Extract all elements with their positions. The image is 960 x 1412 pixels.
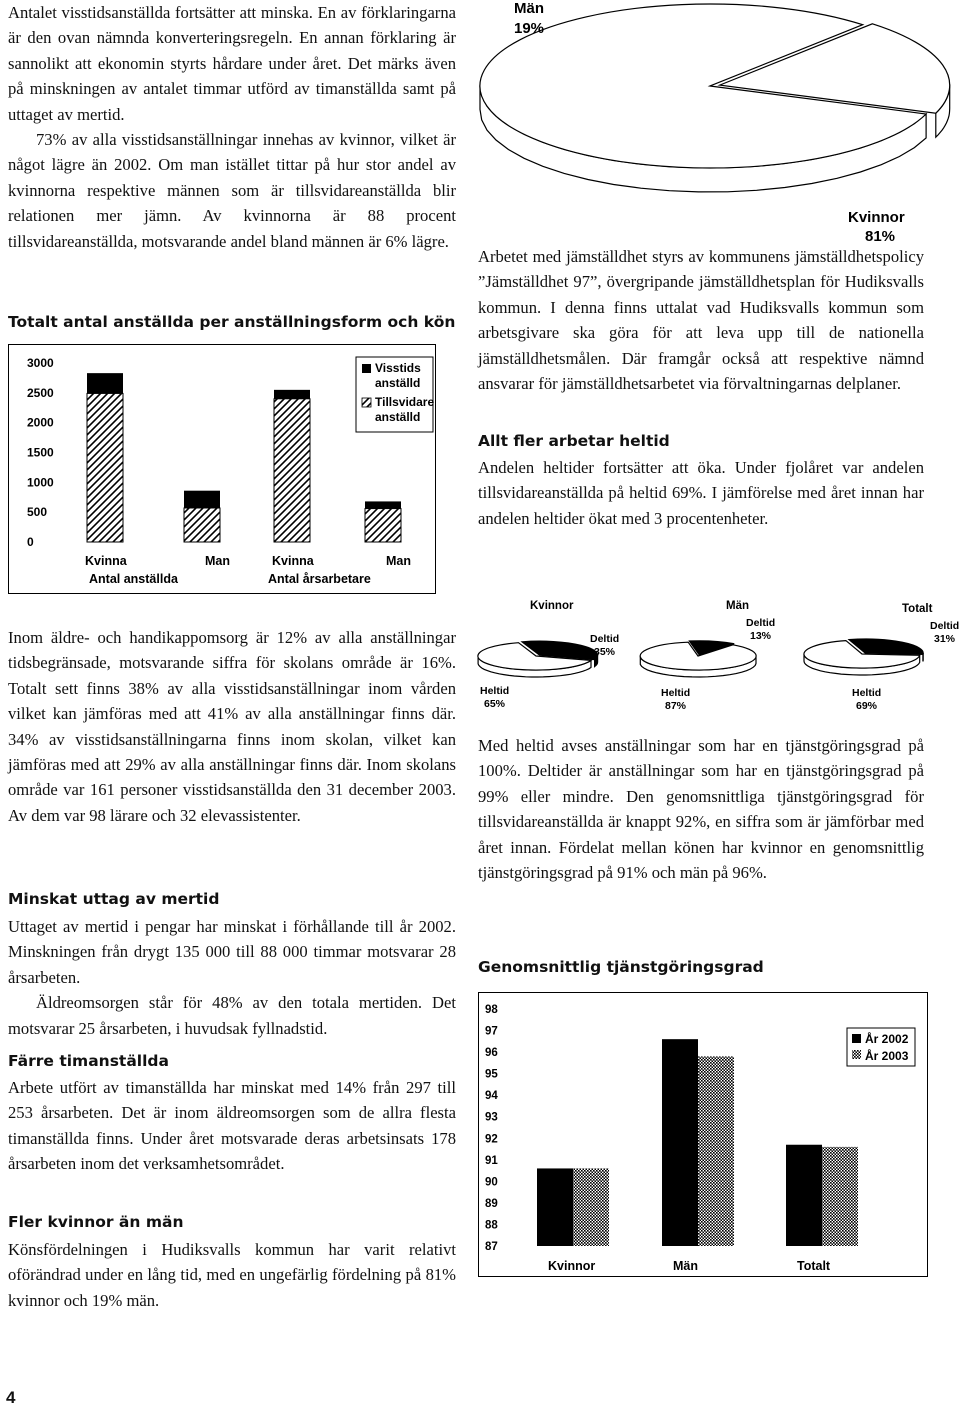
- pie-value-deltid: 13%: [750, 630, 772, 642]
- pie-label-kvinnor-name: Kvinnor: [848, 209, 905, 226]
- x-category-label: Man: [386, 554, 411, 568]
- mertid-paragraph-1: Uttaget av mertid i pengar har minskat i förhållande till år 2002. Minskningen från drygt 135 000 till 88 000 timmar motsvarar 28 årsarbeten.: [8, 917, 456, 987]
- chart3-heading: Genomsnittlig tjänstgöringsgrad: [478, 958, 764, 976]
- pie-man: [640, 641, 756, 677]
- x-group-label: Antal årsarbetare: [268, 572, 371, 586]
- y-tick-label: 90: [485, 1176, 498, 1189]
- bar-2003: [822, 1147, 858, 1246]
- timanstallda-text: [8, 1075, 456, 1177]
- intro-paragraph-2: 73% av alla visstidsanställningar innehas av kvinnor, vilket är något lägre än 2002. Om man istället tittar på hur stor andel av kvinnorna respektive männen som är tillsvidareanställda blir relationen mer jämn. Av kvinnorna är 88 procent tillsvidareanställda, motsvarande andel bland männen är 6% lägre.: [8, 130, 456, 251]
- y-tick-label: 500: [27, 505, 48, 520]
- intro-text: [8, 0, 456, 254]
- legend-label-2003: År 2003: [865, 1049, 909, 1063]
- pie-kvinnor: [478, 641, 598, 677]
- aldreomsorg-text: [8, 625, 456, 828]
- pie-label-deltid: Deltid: [930, 620, 960, 632]
- legend-swatch-visstids: [362, 364, 371, 373]
- pie-label-deltid: Deltid: [746, 617, 776, 629]
- bar-visstids: [87, 373, 123, 393]
- bar-2002: [662, 1039, 698, 1246]
- heading-heltid: Allt fler arbetar heltid: [478, 432, 670, 450]
- mertid-paragraph-2: Äldreomsorgen står för 48% av den totala mertiden. Det motsvarar 25 årsarbeten, i huvudsak fyllnadstid.: [8, 993, 456, 1038]
- tjanstgoringsgrad-legend: [847, 1028, 915, 1066]
- tjanstgoringsgrad-chart-svg: [479, 993, 929, 1278]
- y-tick-label: 2500: [27, 385, 54, 400]
- x-category-label: Totalt: [797, 1259, 831, 1273]
- employees-chart: [8, 344, 436, 594]
- gender-pie-chart: [478, 0, 948, 245]
- pie-title: Män: [726, 600, 749, 612]
- y-tick-label: 2000: [27, 415, 54, 430]
- legend-label-visstids-1: Visstids: [375, 361, 421, 375]
- pie-label-man-pct: 19%: [514, 20, 545, 37]
- definition-text: [478, 733, 924, 885]
- legend-swatch-tillsvidare: [362, 398, 371, 407]
- bar-2003: [698, 1056, 734, 1246]
- aldreomsorg-paragraph: Inom äldre- och handikappomsorg är 12% av alla anställningar tidsbegränsade, motsvarande siffra för skolans område är 16%. Totalt sett finns 38% av alla visstidsanställningar inom vården vilket kan jämföras med att 41% av alla anställningar finns där. 34% av visstidsanställningarna finns inom skolan, vilket kan jämföras med att 29% av alla anställningar finns där. Inom skolans område var 161 personer visstidsanställda den 31 december 2003. Av dem var 98 lärare och 32 elevassistenter.: [8, 628, 456, 825]
- y-tick-label: 98: [485, 1004, 498, 1016]
- legend-swatch-2003: [852, 1050, 861, 1059]
- legend-label-visstids-2: anställd: [375, 376, 421, 390]
- chart1-heading: Totalt antal anställda per anställningsform och kön: [8, 313, 456, 331]
- x-category-label: Kvinnor: [548, 1259, 596, 1273]
- pie-value-heltid: 87%: [665, 700, 687, 712]
- bar-tillsvidare: [365, 509, 401, 542]
- pie-value-deltid: 35%: [594, 646, 616, 658]
- pie-value-heltid: 69%: [856, 700, 878, 712]
- y-tick-label: 92: [485, 1133, 498, 1146]
- y-tick-label: 3000: [27, 356, 54, 370]
- y-tick-label: 96: [485, 1047, 498, 1060]
- employees-chart-svg: [9, 345, 437, 595]
- y-tick-label: 87: [485, 1241, 498, 1253]
- y-tick-label: 97: [485, 1025, 498, 1038]
- heading-timanstallda: Färre timanställda: [8, 1052, 169, 1070]
- bar-2002: [786, 1145, 822, 1246]
- y-tick-label: 95: [485, 1068, 498, 1081]
- bar-tillsvidare: [87, 393, 123, 542]
- legend-label-tillsvidare-1: Tillsvidare: [375, 395, 435, 409]
- y-tick-label: 1000: [27, 475, 54, 490]
- bar-2002: [537, 1168, 573, 1246]
- bar-tillsvidare: [274, 399, 310, 542]
- page-number: 4: [6, 1388, 16, 1407]
- kvinnor-paragraph: Könsfördelningen i Hudiksvalls kommun har varit relativt oförändrad under en lång tid, med en ungefärlig fördelning på 81% kvinnor och 19% män.: [8, 1240, 456, 1310]
- legend-label-tillsvidare-2: anställd: [375, 410, 421, 424]
- x-category-label: Män: [673, 1259, 698, 1273]
- x-category-label: Kvinna: [85, 554, 127, 568]
- x-category-label: Man: [205, 554, 230, 568]
- pie-value-heltid: 65%: [484, 698, 506, 710]
- pie-label-heltid: Heltid: [480, 685, 510, 697]
- pie-label-heltid: Heltid: [852, 687, 882, 699]
- heltid-text: [478, 455, 924, 531]
- y-tick-label: 0: [27, 535, 34, 549]
- y-tick-label: 91: [485, 1154, 498, 1167]
- pie-totalt: [804, 639, 923, 675]
- bar-2003: [573, 1168, 609, 1246]
- x-category-label: Kvinna: [272, 554, 314, 568]
- pie-title: Totalt: [902, 603, 933, 615]
- timanstallda-paragraph: Arbete utfört av timanställda har minskat med 14% från 297 till 253 årsarbeten. Det är inom äldreomsorgen som de allra flesta timanställda finns. Under året motsvarade deras arbetsinsats 178 årsarbeten inom det verksamhetsområdet.: [8, 1078, 456, 1174]
- intro-paragraph-1: Antalet visstidsanställda fortsätter att minska. En av förklaringarna är den ovan nämnda konverteringsregeln. En annan förklaring är sannolikt att ekonomin styrts hårdare under året. Det märks även på minskningen av antalet timmar utförd av timanställda samt på uttaget av mertid.: [8, 3, 456, 124]
- bar-visstids: [274, 390, 310, 399]
- pie-label-deltid: Deltid: [590, 633, 620, 645]
- y-tick-label: 94: [485, 1090, 498, 1103]
- pie-value-deltid: 31%: [934, 633, 956, 645]
- definition-paragraph: Med heltid avses anställningar som har en tjänstgöringsgrad på 100%. Deltider är anställningar som har en tjänstgöringsgrad på 99% eller mindre. Den genomsnittliga tjänstgöringsgrad för tillsvidareanställda är knappt 92%, en siffra som är jämförbar med året innan. Fördelat mellan könen har kvinnor en genomsnittlig tjänstgöringsgrad på 91% och män på 96%.: [478, 736, 924, 883]
- heading-mertid: Minskat uttag av mertid: [8, 890, 220, 908]
- y-tick-label: 93: [485, 1111, 498, 1124]
- mertid-text: [8, 914, 456, 1041]
- y-tick-label: 1500: [27, 445, 54, 460]
- pie-label-kvinnor-pct: 81%: [865, 228, 896, 245]
- bar-visstids: [365, 501, 401, 508]
- heading-kvinnor: Fler kvinnor än män: [8, 1213, 184, 1231]
- x-group-label: Antal anställda: [89, 572, 178, 586]
- heltid-pie-charts: [478, 596, 960, 721]
- y-tick-label: 88: [485, 1219, 498, 1232]
- tjanstgoringsgrad-chart: [478, 992, 928, 1277]
- legend-label-2002: År 2002: [865, 1032, 909, 1046]
- pie-label-man-name: Män: [514, 0, 544, 17]
- bar-visstids: [184, 491, 220, 508]
- kvinnor-text: [8, 1237, 456, 1313]
- employees-chart-legend: [356, 357, 434, 432]
- pie-label-heltid: Heltid: [661, 687, 691, 699]
- y-tick-label: 89: [485, 1197, 498, 1210]
- legend-swatch-2002: [852, 1034, 861, 1043]
- pie-title: Kvinnor: [530, 600, 574, 612]
- heltid-paragraph: Andelen heltider fortsätter att öka. Under fjolåret var andelen tillsvidareanställda på heltid 69%. I jämförelse med året innan har andelen heltider ökat med 3 procentenheter.: [478, 458, 924, 528]
- jamstalldhet-text: [478, 244, 924, 396]
- bar-tillsvidare: [184, 508, 220, 542]
- jamstalldhet-paragraph: Arbetet med jämställdhet styrs av kommunens jämställdhetspolicy ”Jämställdhet 97”, övergripande jämställdhetsplan för Hudiksvalls kommun. I denna finns uttalat vad Hudiksvalls kommun som arbetsgivare ska göra för att leva upp till de nationella jämställdhetsmålen. Där framgår också att respektive nämnd ansvarar för jämställdhetsarbetet via förvaltningarnas delplaner.: [478, 247, 924, 394]
